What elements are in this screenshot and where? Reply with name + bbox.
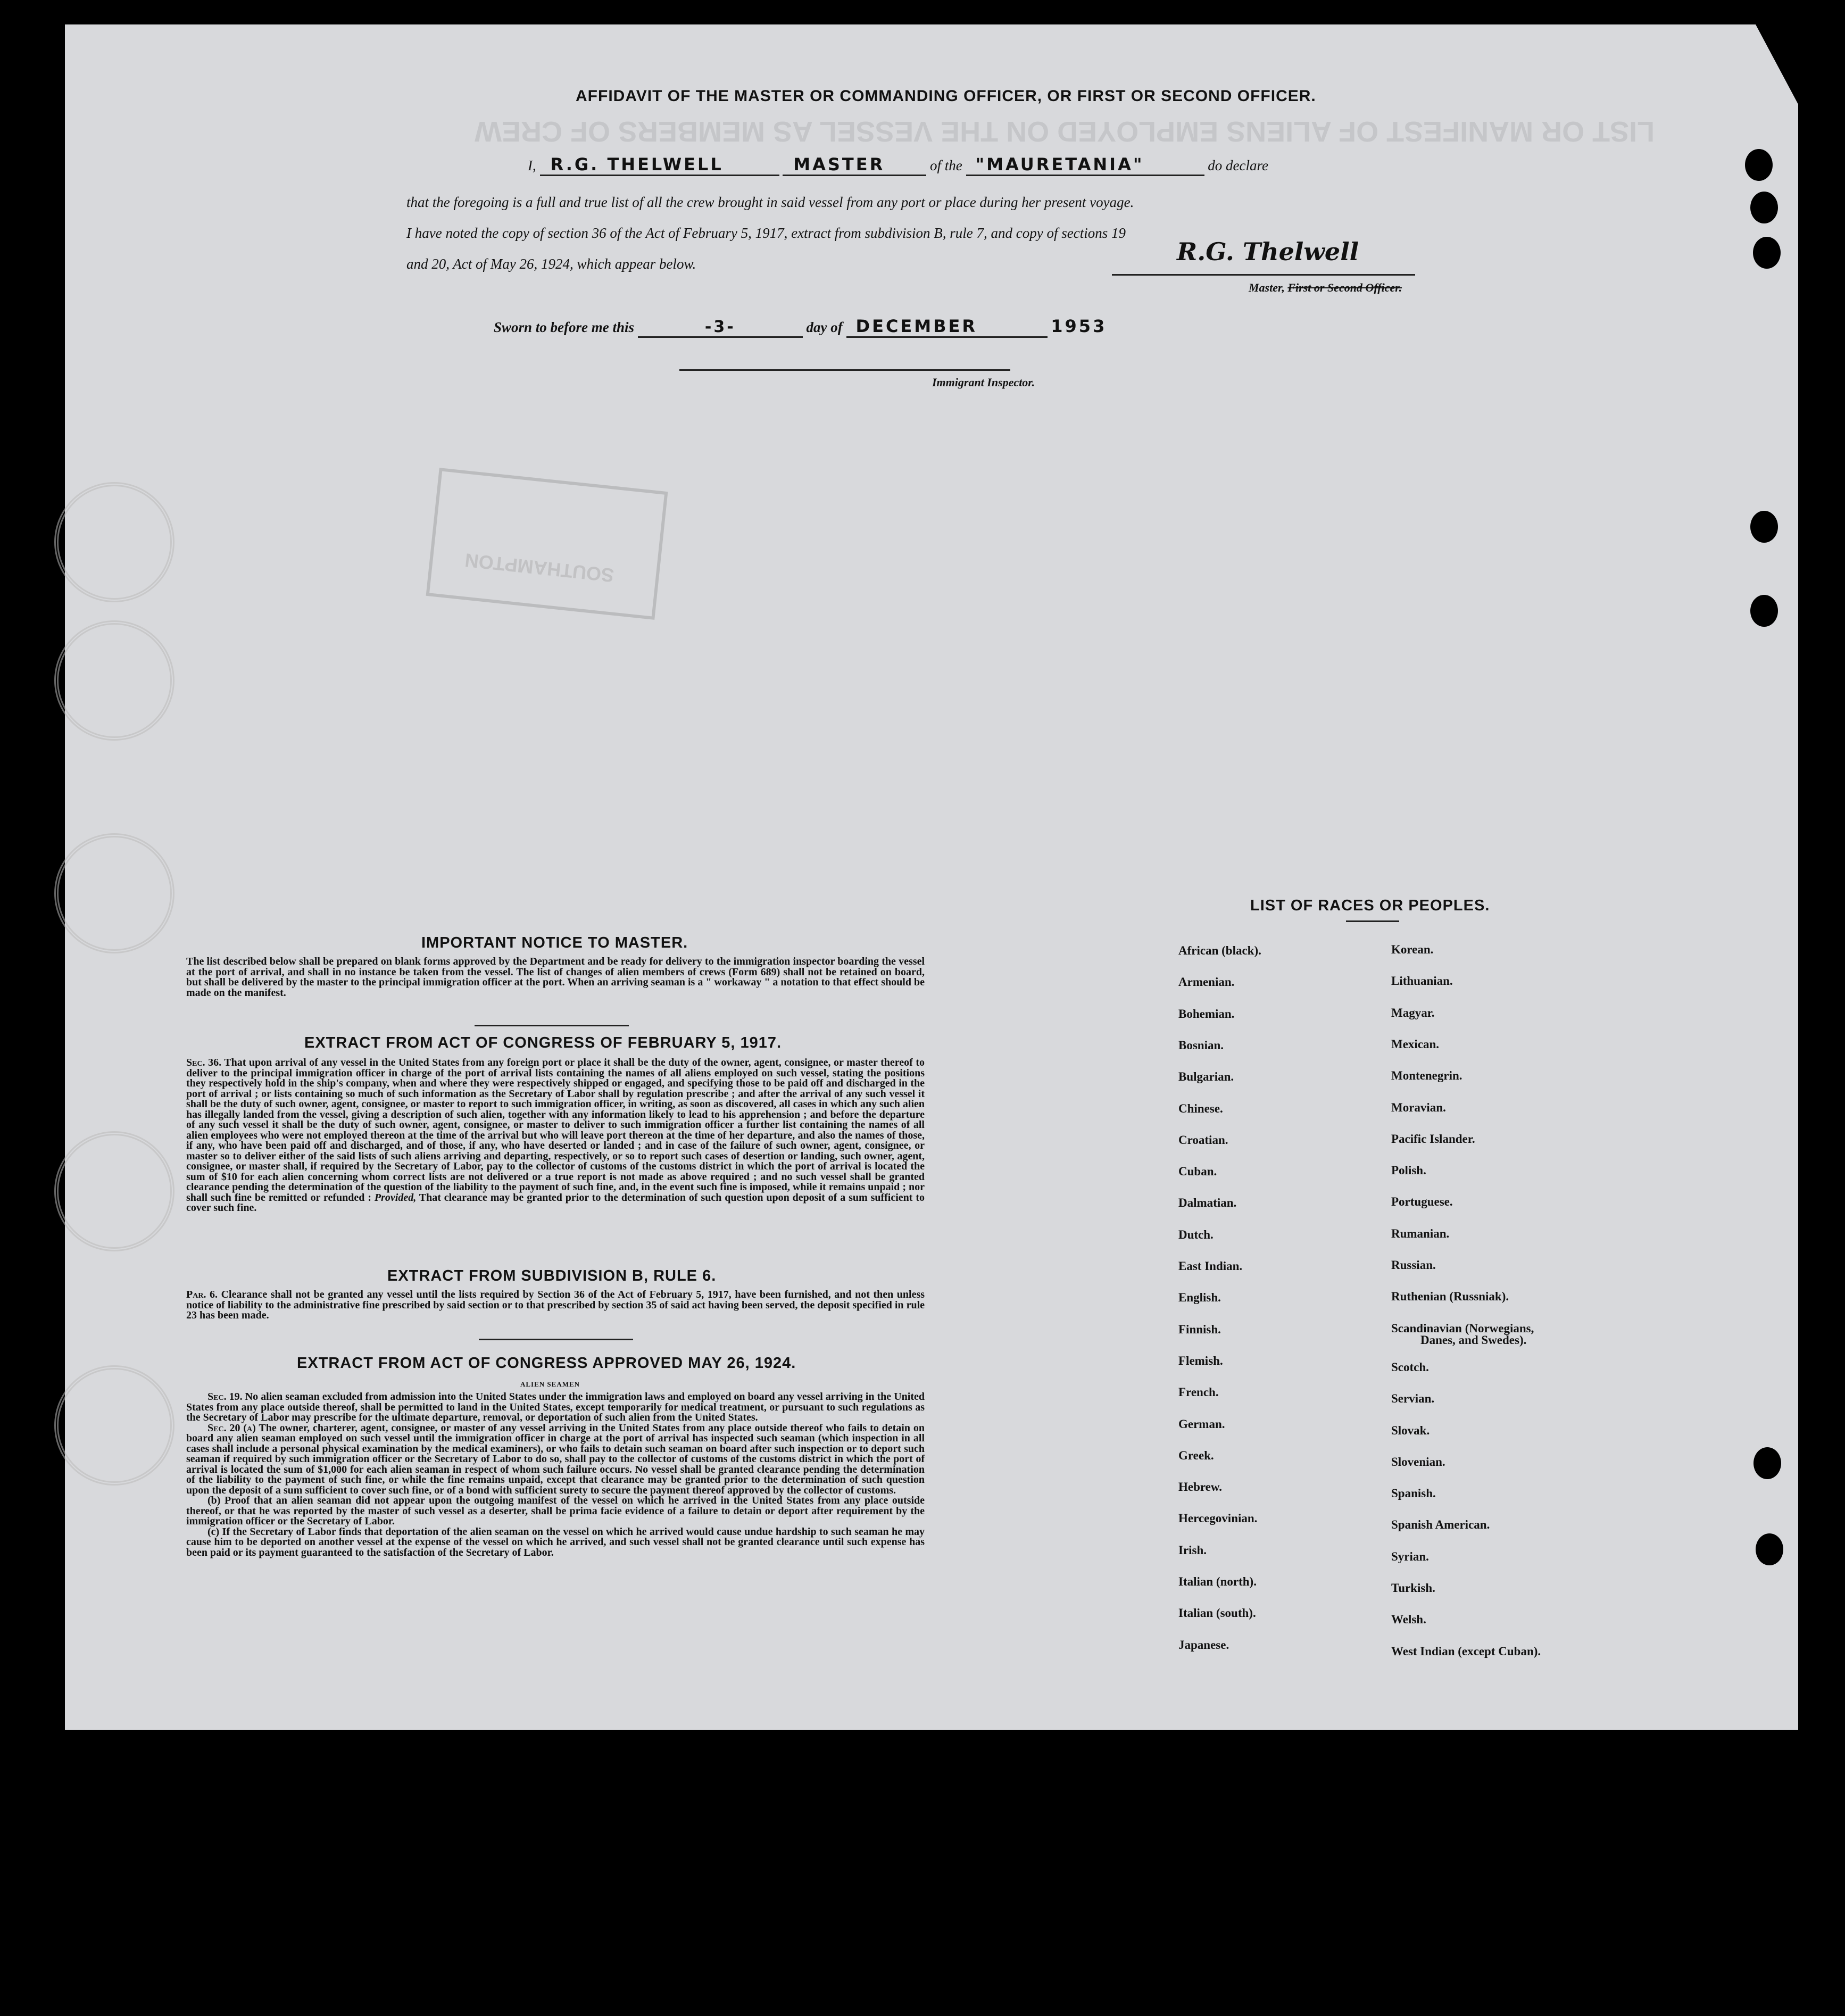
race-item: East Indian.: [1178, 1259, 1243, 1273]
punch-hole: [1745, 149, 1773, 181]
punch-hole: [1750, 511, 1778, 543]
extract-1924-text: Sec. 19. No alien seaman excluded from admission into the United States under the immigration laws and employed on board any vessel arriving in the United States from any place outside thereof, shall be permitted to land in the United States, except temporarily for medical treatment, or pursuant to such regulations as the Secretary of Labor may prescribe for the ultimate departure, removal, or deportation of such alien from the United States. Sec. 20 (a) The owner, charterer, agent, consignee, or master of any vessel arriving in the United States from any place outside thereof who fails to detain on board any alien seaman employed on such vessel until the immigration officer in charge at the port of arrival has inspected such seaman (which inspection in all cases shall include a personal physical examination by the medical examiners), or who fails to detain such seaman on board after such inspection or to deport such seaman if required by such immigration officer or the Secretary of Labor to do so, shall pay to the collector of customs of the customs district in which the port of arrival is located the sum of $1,000 for each alien seaman in respect of whom such failure occurs. No vessel shall be granted clearance pending the determination of the liability to the payment of such fine, or while the fine remains unpaid, except that clearance may be granted prior to the determination of such question upon the deposit of a sum sufficient to cover such fine, or of a bond with sufficient surety to secure the payment thereof approved by the collector of customs. (b) Proof that an alien seaman did not appear upon the outgoing manifest of the vessel on which he arrived in the United States from any place outside thereof, or that he was reported by the master of such vessel as a deserter, shall be prima facie evidence of a failure to detain or deport after requirement by the immigration officer or the Secretary of Labor. (c) If the Secretary of Labor finds that deportation of the alien seaman on the vessel on which he arrived would cause undue hardship to such seaman he may cause him to be deported on another vessel at the expense of the vessel on which he arrived, and such vessel shall not be granted clearance until such expense has been paid or its payment guaranteed to the satisfaction of the Secretary of Labor.: [186, 1391, 925, 1558]
race-item: Pacific Islander.: [1391, 1132, 1475, 1146]
race-item: Japanese.: [1178, 1638, 1229, 1652]
race-item: Spanish American.: [1391, 1518, 1490, 1532]
race-item: Italian (south).: [1178, 1606, 1256, 1620]
sworn-month-field: DECEMBER: [846, 316, 1048, 338]
race-item: Italian (north).: [1178, 1575, 1257, 1588]
faded-seal: [54, 482, 174, 602]
races-title: LIST OF RACES OR PEOPLES.: [1250, 897, 1490, 914]
master-name-field: R.G. THELWELL: [540, 154, 779, 176]
bleed-through-header: LIST OR MANIFEST OF ALIENS EMPLOYED ON THE VESSEL AS MEMBERS OF CREW: [475, 115, 1655, 147]
race-item: Syrian.: [1391, 1549, 1429, 1563]
race-item: Hebrew.: [1178, 1480, 1222, 1494]
faded-seal: [54, 833, 174, 953]
race-item: Bosnian.: [1178, 1038, 1224, 1052]
extract-rule6-text: Par. 6. Clearance shall not be granted any vessel until the lists required by Section 36 of the Act of February 5, 1917, have been furnished, and not then unless notice of liability to the administrative fine prescribed by said section or to that prescribed by section 35 of said act having been served, the deposit specified in rule 23 has been made.: [186, 1289, 925, 1321]
vessel-name-field: "MAURETANIA": [966, 154, 1204, 176]
faded-seal: [54, 620, 174, 741]
race-item: Montenegrin.: [1391, 1069, 1462, 1083]
punch-hole: [1753, 1447, 1781, 1479]
race-item: Bulgarian.: [1178, 1070, 1234, 1084]
torn-corner: [1756, 24, 1798, 104]
race-item: French.: [1178, 1386, 1219, 1399]
inspector-caption: Immigrant Inspector.: [932, 376, 1035, 389]
race-item: Armenian.: [1178, 975, 1235, 989]
extract-1917-title: EXTRACT FROM ACT OF CONGRESS OF FEBRUARY 5, 1917.: [304, 1034, 782, 1051]
affidavit-declaration-line: I, R.G. THELWELL MASTER of the "MAURETANIA" do declare: [528, 154, 1268, 176]
race-item: Bohemian.: [1178, 1007, 1235, 1021]
races-title-underline: [1346, 920, 1399, 922]
affidavit-title: AFFIDAVIT OF THE MASTER OR COMMANDING OFFICER, OR FIRST OR SECOND OFFICER.: [576, 87, 1316, 105]
race-item: Slovak.: [1391, 1423, 1430, 1437]
document-page: [65, 24, 1798, 1730]
race-item: Irish.: [1178, 1543, 1207, 1557]
race-item: Magyar.: [1391, 1006, 1435, 1019]
punch-hole: [1753, 237, 1781, 269]
race-item: West Indian (except Cuban).: [1391, 1644, 1541, 1658]
race-item: Korean.: [1391, 943, 1434, 956]
signature-line: [1112, 274, 1415, 276]
inspector-signature-line: [679, 369, 1010, 371]
race-item: Rumanian.: [1391, 1226, 1450, 1240]
race-item: Croatian.: [1178, 1133, 1228, 1147]
section-divider: [479, 1339, 633, 1340]
master-signature: R.G. Thelwell: [1177, 237, 1359, 266]
faded-seal: [54, 1365, 174, 1486]
race-item: Scandinavian (Norwegians,: [1391, 1321, 1534, 1335]
race-item: Dalmatian.: [1178, 1196, 1237, 1210]
race-item: Greek.: [1178, 1448, 1214, 1462]
race-item-continuation: Danes, and Swedes).: [1420, 1333, 1527, 1347]
affidavit-body: that the foregoing is a full and true list of all the crew brought in said vessel from any port or place during her present voyage. I have noted the copy of section 36 of the Act of February 5, 1917, extract from subdivision B, rule 7, and copy of sections 19 and 20, Act of May 26, 1924, which appear below.: [406, 194, 1134, 272]
race-item: Polish.: [1391, 1164, 1426, 1177]
race-item: Welsh.: [1391, 1613, 1426, 1627]
race-item: Scotch.: [1391, 1360, 1429, 1374]
extract-1924-title: EXTRACT FROM ACT OF CONGRESS APPROVED MAY 26, 1924.: [297, 1355, 796, 1372]
race-item: Portuguese.: [1391, 1195, 1453, 1209]
race-item: German.: [1178, 1417, 1225, 1431]
extract-1917-text: Sec. 36. That upon arrival of any vessel in the United States from any foreign port or place it shall be the duty of the owner, agent, consignee, or master thereof to deliver to the principal immigration officer in charge of the port of arrival lists containing the names of all aliens employed on such vessel, stating the positions they respectively hold in the ship's company, when and where they were respectively shipped or engaged, and specifying those to be paid off and discharged in the port of arrival ; or lists containing so much of such information as the Secretary of Labor shall by regulation prescribe ; and after the arrival of any such vessel it shall be the duty of such owner, agent, consignee, or master to report to such immigration officer, in writing, as soon as discovered, all cases in which any such alien has illegally landed from the vessel, giving a description of such alien, together with any information likely to lead to his apprehension ; and before the departure of any such vessel it shall be the duty of such owner, agent, consignee, or master to deliver to such immigration officer a further list containing the names of all alien employees who were not employed thereon at the time of the arrival but who will leave port thereon at the time of her departure, and also the names of those, if any, who have been paid off and discharged, and of those, if any, who have deserted or landed ; and in case of the failure of such owner, agent, consignee, or master so to deliver either of the said lists of such aliens arriving and departing, respectively, or so to report such cases of desertion or landing, such owner, agent, consignee, or master shall, if required by the Secretary of Labor, pay to the collector of customs of the customs district in which the port of arrival is located the sum of $10 for each alien concerning whom correct lists are not delivered or a true report is not made as above required ; and no such vessel shall be granted clearance pending the determination of the question of the liability to the payment of such fine, and, in the event such fine is imposed, while it remains unpaid ; nor shall such fine be remitted or refunded : Provided, That clearance may be granted prior to the determination of such question upon deposit of a sum sufficient to cover such fine.: [186, 1057, 925, 1214]
race-item: Finnish.: [1178, 1322, 1221, 1336]
faded-rubber-stamp: SOUTHAMPTON: [426, 468, 668, 620]
race-item: English.: [1178, 1291, 1221, 1305]
race-item: Moravian.: [1391, 1100, 1446, 1114]
sworn-year-field: 1953: [1051, 316, 1107, 336]
race-item: Russian.: [1391, 1258, 1436, 1272]
race-item: Spanish.: [1391, 1487, 1436, 1500]
race-item: Flemish.: [1178, 1354, 1223, 1367]
alien-seamen-subtitle: ALIEN SEAMEN: [520, 1380, 580, 1388]
punch-hole: [1750, 192, 1778, 223]
race-item: Turkish.: [1391, 1581, 1435, 1595]
rank-field: MASTER: [783, 154, 926, 176]
extract-rule6-title: EXTRACT FROM SUBDIVISION B, RULE 6.: [387, 1267, 717, 1284]
punch-hole: [1750, 595, 1778, 627]
race-item: African (black).: [1178, 944, 1261, 957]
race-item: Mexican.: [1391, 1037, 1440, 1051]
race-item: Lithuanian.: [1391, 974, 1453, 988]
punch-hole: [1756, 1533, 1783, 1565]
sworn-day-field: -3-: [638, 318, 803, 338]
notice-title: IMPORTANT NOTICE TO MASTER.: [421, 934, 688, 951]
race-item: Cuban.: [1178, 1165, 1217, 1179]
race-item: Dutch.: [1178, 1227, 1214, 1241]
faded-seal: [54, 1131, 174, 1251]
race-item: Servian.: [1391, 1392, 1435, 1406]
race-item: Slovenian.: [1391, 1455, 1445, 1469]
race-item: Hercegovinian.: [1178, 1512, 1258, 1525]
race-item: Chinese.: [1178, 1101, 1223, 1115]
notice-text: The list described below shall be prepared on blank forms approved by the Department and be ready for delivery to the immigration inspector boarding the vessel at the port of arrival, and shall in no instance be taken from the vessel. The list of changes of alien members of crews (Form 689) shall not be retained on board, but shall be delivered by the master to the principal immigration officer at the port. When an arriving seaman is a " workaway " a notation to that effect should be made on the manifest.: [186, 956, 925, 999]
master-caption: Master, First or Second Officer.: [1249, 281, 1402, 294]
race-item: Ruthenian (Russniak).: [1391, 1290, 1509, 1304]
section-divider: [475, 1025, 629, 1026]
sworn-line: Sworn to before me this -3- day of DECEMBER 1953: [494, 316, 1107, 338]
